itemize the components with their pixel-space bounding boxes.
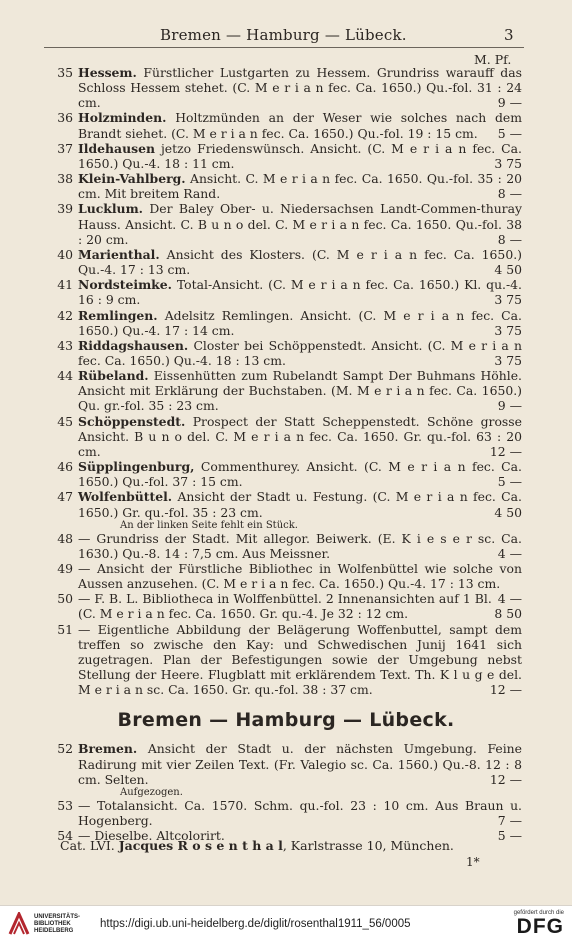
entries-group-b [0,741,572,843]
library-crest-icon [8,912,30,936]
entry-price: 8 — [497,186,522,202]
entry-number: 54 [57,828,73,844]
entry-number: 37 [57,140,73,156]
entry-number: 52 [57,741,73,757]
catalog-entry [57,110,522,141]
catalog-entry [57,201,522,247]
catalog-entry [57,413,522,459]
catalog-entry [57,530,522,561]
entries-group-a [0,65,572,697]
entry-text: Commenthurey. Ansicht. (C. M e r i a n fec. Ca. 1650.) Qu.-fol. 37 : 15 cm. [78,459,522,490]
catalog-entry [57,337,522,368]
catalog-entry [57,621,522,698]
library-logo-text: UNIVERSITÄTS- BIBLIOTHEK HEIDELBERG [34,913,81,934]
entry-text: Adelsitz Remlingen. Ansicht. (C. M e r i a n fec. Ca. 1650.) Qu.-4. 17 : 14 cm. [78,307,522,338]
entry-heading: Rübeland. [78,368,149,384]
entry-number: 44 [57,368,73,384]
entry-text: — Totalansicht. Ca. 1570. Schm. qu.-fol. 23 : 10 cm. Aus Braun u. Hogenberg. [78,797,522,829]
entry-heading: Riddagshausen. [78,337,189,353]
entry-heading: Wolfenbüttel. [78,489,173,505]
library-logo[interactable] [8,912,80,936]
catalog-entry [57,277,522,308]
entry-price: 12 — [489,443,522,459]
entry-text: — Ansicht der Fürstliche Bibliothec in Wolfenbüttel wie solche von Aussen anzusehen. (C. M e r i a n fec. Ca. 1650.) Qu.-4. 17 : 13 cm. [78,561,522,592]
catalog-address: , Karlstrasse 10, München. [282,838,454,853]
entry-text: — Eigentliche Abbildung der Belägerung Woffenbuttel, sampt dem treffen so zwische den Kay: und Schwedischen Junij 1641 sich zugetragen. Plan der Befestigungen sowie der Umgebung nebst Stellung der Heere. Flugblatt mit erklärendem Text. Th. K l u g e del. M e r i a n sc. Ca. 1650. Gr. qu.-fol. 38 : 37 cm. [78,621,522,698]
entry-heading: Bremen. [78,741,138,757]
entry-heading: Lucklum. [78,201,143,217]
entry-number: 50 [57,591,73,607]
entry-number: 40 [57,246,73,262]
section-heading: Bremen — Hamburg — Lübeck. [117,709,455,732]
catalog-entry [57,140,522,171]
entry-text: jetzo Friedenswünsch. Ansicht. (C. M e r i a n fec. Ca. 1650.) Qu.-4. 18 : 11 cm. [78,140,522,171]
entry-price: 4 50 [494,504,522,520]
entry-price: 4 — [497,591,522,607]
catalog-entry [57,797,522,829]
entry-text: — Grundriss der Stadt. Mit allegor. Beiwerk. (E. K i e s e r sc. Ca. 1630.) Qu.-8. 14 : 7,5 cm. Aus Meissner. [78,530,522,561]
entry-number: 42 [57,307,73,323]
catalog-entry [57,368,522,414]
entry-text: Holtzmünden an der Weser wie solches nach dem Brandt siehet. (C. M e r i a n fec. Ca. 1650.) Qu.-fol. 19 : 15 cm. [78,110,522,141]
catalog-entry [57,459,522,490]
entry-price: 3 75 [494,322,522,338]
catalog-entry [57,246,522,278]
catalog-line [60,838,520,853]
entry-price: 8 50 [494,606,522,622]
entry-text: Prospect der Statt Scheppenstedt. Schöne grosse Ansicht. B u n o del. C. M e r i a n fec. Ca. 1650. Gr. qu.-fol. 63 : 20 cm. [78,413,522,459]
entry-heading: Schöppenstedt. [78,413,186,429]
viewer-footer [0,905,572,947]
entry-heading: Nordsteimke. [78,277,172,293]
catalog-entry [57,489,522,520]
entry-number: 48 [57,530,73,546]
entry-price: 7 — [497,813,522,829]
entry-heading: Hessem. [78,65,137,80]
entry-text: Eissenhütten zum Rubelandt Sampt Der Buhmans Höhle. Ansicht mit Erklärung der Buchstaben. (M. M e r i a n fec. Ca. 1650.) Qu. gr.-fol. 35 : 23 cm. [78,368,522,414]
permalink-url[interactable]: https://digi.ub.uni-heidelberg.de/diglit/rosenthal1911_56/0005 [100,918,411,930]
entry-price: 12 — [489,682,522,698]
entry-heading: Klein-Vahlberg. [78,171,186,187]
entry-number: 46 [57,459,73,475]
catalog-entry [57,741,522,787]
entry-price: 3 75 [494,352,522,368]
entry-number: 39 [57,201,73,217]
running-header [0,26,572,46]
catalog-entry [57,591,522,622]
catalog-entry [57,65,522,111]
entry-number: 47 [57,489,73,505]
entry-text: Total-Ansicht. (C. M e r i a n fec. Ca. 1650.) Kl. qu.-4. 16 : 9 cm. [78,277,522,308]
entry-number: 53 [57,797,73,813]
entry-price: 4 — [497,545,522,561]
entry-price: 8 — [497,231,522,247]
entry-text: Closter bei Schöppenstedt. Ansicht. (C. M e r i a n fec. Ca. 1650.) Qu.-4. 18 : 13 cm. [78,337,522,368]
entry-text: — Dieselbe. Altcolorirt. [78,828,225,844]
entry-price: 4 50 [494,262,522,278]
entry-text: Ansicht. C. M e r i a n fec. Ca. 1650. Qu.-fol. 35 : 20 cm. Mit breitem Rand. [78,171,522,202]
entry-number: 43 [57,337,73,353]
page-number: 3 [504,26,514,44]
entry-price: 9 — [497,398,522,414]
catalog-entry [57,171,522,202]
entry-heading: Marienthal. [78,246,160,262]
entry-text: Fürstlicher Lustgarten zu Hessem. Grundriss warauff das Schloss Hessem stehet. (C. M e r i a n fec. Ca. 1650.) Qu.-fol. 31 : 24 cm. [78,65,522,111]
header-rule [44,47,524,48]
catalog-prefix: Cat. LVI. [60,838,115,853]
entry-number: 41 [57,277,73,293]
entry-number: 36 [57,110,73,126]
signature-mark: 1* [466,855,480,869]
entry-number: 49 [57,561,73,576]
entry-text: Der Baley Ober- u. Niedersachsen Landt-Commen-thuray Hauss. Ansicht. C. B u n o del. C. M e r i a n fec. Ca. 1650. Qu.-fol. 38 : 20 cm. [78,201,522,247]
entry-text: Ansicht des Klosters. (C. M e r i a n fec. Ca. 1650.) Qu.-4. 17 : 13 cm. [78,246,522,278]
running-header-title: Bremen — Hamburg — Lübeck. [160,26,407,44]
entry-price: 5 — [497,828,522,844]
entry-heading: Remlingen. [78,307,158,323]
entry-note: Aufgezogen. [120,786,183,798]
entry-heading: Ildehausen [78,140,155,156]
entry-text: Ansicht der Stadt u. Festung. (C. M e r i a n fec. Ca. 1650.) Gr. qu.-fol. 35 : 23 cm. [78,489,522,520]
entry-note: An der linken Seite fehlt ein Stück. [120,519,298,531]
entry-text: — F. B. L. Bibliotheca in Wolffenbüttel. 2 Innenansichten auf 1 Bl. (C. M e r i a n fec. Ca. 1650. Gr. qu.-4. Je 32 : 12 cm. [78,591,492,622]
entry-price: 12 — [489,771,522,787]
currency-heading: M. Pf. [474,52,512,67]
entry-price: 3 75 [494,155,522,171]
entry-heading: Holzminden. [78,110,167,126]
entry-price: 9 — [497,95,522,111]
entry-price: 3 75 [494,292,522,308]
funding-logo [514,910,564,938]
entry-number: 45 [57,413,73,429]
entry-text: Ansicht der Stadt u. der nächsten Umgebung. Feine Radirung mit vier Zeilen Text. (Fr. Valegio sc. Ca. 1560.) Qu.-8. 12 : 8 cm. Selten. [78,741,522,787]
catalog-entry [57,307,522,338]
entry-number: 38 [57,171,73,187]
entry-number: 51 [57,621,73,637]
funding-label: gefördert durch die [513,910,564,916]
catalog-name: Jacques R o s e n t h a l [118,838,283,853]
entry-price: 5 — [497,474,522,490]
dfg-logo: DFG [516,915,564,938]
entry-price: 5 — [497,125,522,141]
entry-heading: Süpplingenburg, [78,459,195,475]
entries-list [0,65,572,843]
entry-number: 35 [57,65,73,80]
